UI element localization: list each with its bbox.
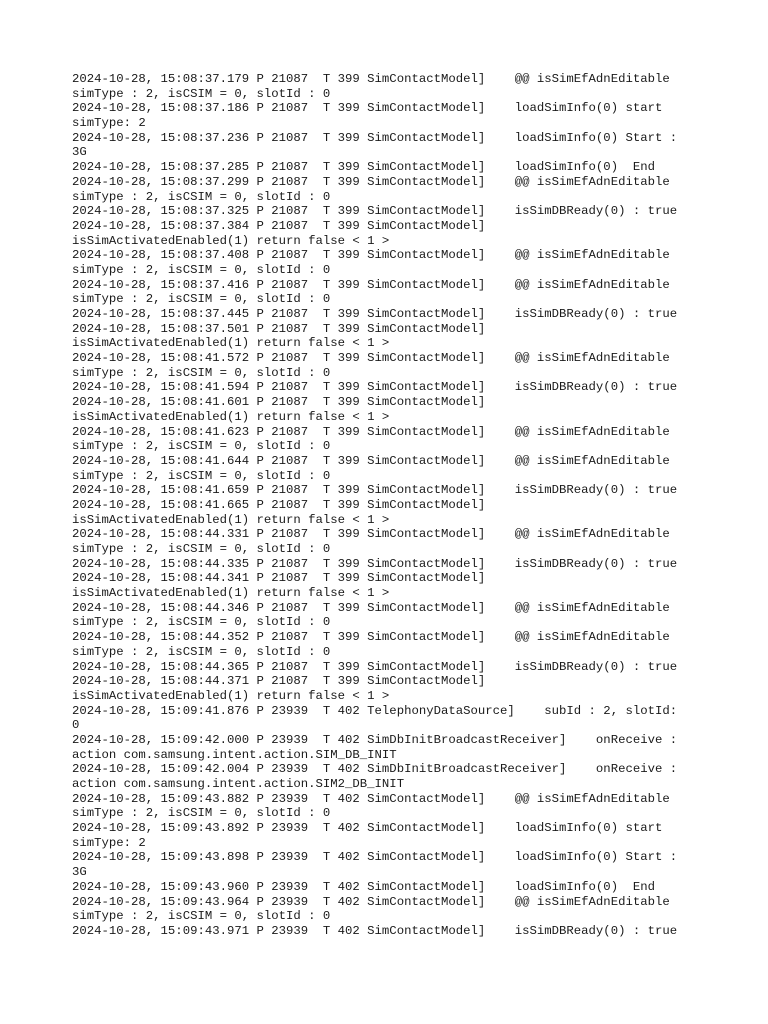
log-line: 2024-10-28, 15:08:37.179 P 21087 T 399 SimContactModel] @@ isSimEfAdnEditable	[72, 72, 670, 86]
log-line: 2024-10-28, 15:09:43.892 P 23939 T 402 SimContactModel] loadSimInfo(0) start	[72, 821, 663, 836]
log-line: 2024-10-28, 15:09:43.964 P 23939 T 402 SimContactModel] @@ isSimEfAdnEditable	[72, 894, 670, 909]
log-line: simType : 2, isCSIM = 0, slotId : 0	[72, 644, 331, 659]
log-line: 2024-10-28, 15:09:43.971 P 23939 T 402 SimContactModel] isSimDBReady(0) : true	[72, 923, 678, 938]
log-line: 2024-10-28, 15:08:37.408 P 21087 T 399 SimContactModel] @@ isSimEfAdnEditable	[72, 248, 670, 263]
log-line: 2024-10-28, 15:08:44.341 P 21087 T 399 SimContactModel]	[72, 571, 486, 586]
log-line: isSimActivatedEnabled(1) return false < 1 >	[72, 336, 390, 351]
log-line: 2024-10-28, 15:08:37.384 P 21087 T 399 SimContactModel]	[72, 218, 486, 233]
log-line: simType : 2, isCSIM = 0, slotId : 0	[72, 262, 331, 277]
log-line: simType : 2, isCSIM = 0, slotId : 0	[72, 292, 331, 307]
log-line: 2024-10-28, 15:08:44.331 P 21087 T 399 SimContactModel] @@ isSimEfAdnEditable	[72, 527, 670, 542]
log-line: 2024-10-28, 15:09:42.004 P 23939 T 402 SimDbInitBroadcastReceiver] onReceive :	[72, 762, 678, 777]
log-line: isSimActivatedEnabled(1) return false < 1 >	[72, 409, 390, 424]
log-line: 2024-10-28, 15:09:43.960 P 23939 T 402 SimContactModel] loadSimInfo(0) End	[72, 879, 655, 894]
log-line: 2024-10-28, 15:08:41.572 P 21087 T 399 SimContactModel] @@ isSimEfAdnEditable	[72, 351, 670, 366]
log-line: simType : 2, isCSIM = 0, slotId : 0	[72, 439, 331, 454]
log-line: 2024-10-28, 15:08:37.186 P 21087 T 399 SimContactModel] loadSimInfo(0) start	[72, 101, 663, 116]
log-line: action com.samsung.intent.action.SIM_DB_INIT	[72, 747, 397, 762]
log-line: 2024-10-28, 15:08:44.335 P 21087 T 399 SimContactModel] isSimDBReady(0) : true	[72, 556, 678, 571]
log-line: 2024-10-28, 15:08:41.665 P 21087 T 399 SimContactModel]	[72, 497, 486, 512]
log-line: simType : 2, isCSIM = 0, slotId : 0	[72, 909, 331, 924]
log-line: 2024-10-28, 15:08:41.601 P 21087 T 399 SimContactModel]	[72, 395, 486, 410]
log-line: 2024-10-28, 15:08:41.659 P 21087 T 399 SimContactModel] isSimDBReady(0) : true	[72, 483, 678, 498]
log-line: simType : 2, isCSIM = 0, slotId : 0	[72, 615, 331, 630]
log-line: 2024-10-28, 15:08:37.299 P 21087 T 399 SimContactModel] @@ isSimEfAdnEditable	[72, 174, 670, 189]
log-line: simType: 2	[72, 116, 146, 131]
log-line: 2024-10-28, 15:08:44.365 P 21087 T 399 SimContactModel] isSimDBReady(0) : true	[72, 659, 678, 674]
log-line: 2024-10-28, 15:09:41.876 P 23939 T 402 TelephonyDataSource] subId : 2, slotId:	[72, 703, 678, 718]
log-line: 2024-10-28, 15:09:42.000 P 23939 T 402 SimDbInitBroadcastReceiver] onReceive :	[72, 732, 678, 747]
log-line: 2024-10-28, 15:08:44.352 P 21087 T 399 SimContactModel] @@ isSimEfAdnEditable	[72, 630, 670, 645]
log-line: simType : 2, isCSIM = 0, slotId : 0	[72, 86, 331, 101]
log-line: 3G	[72, 145, 87, 160]
log-line: simType : 2, isCSIM = 0, slotId : 0	[72, 189, 331, 204]
log-text-block	[72, 72, 712, 939]
log-line: 2024-10-28, 15:08:41.644 P 21087 T 399 SimContactModel] @@ isSimEfAdnEditable	[72, 453, 670, 468]
log-line: 2024-10-28, 15:08:37.236 P 21087 T 399 SimContactModel] loadSimInfo(0) Start :	[72, 130, 678, 145]
log-line: 2024-10-28, 15:08:37.325 P 21087 T 399 SimContactModel] isSimDBReady(0) : true	[72, 204, 678, 219]
log-line: 3G	[72, 865, 87, 880]
log-line: 2024-10-28, 15:08:41.623 P 21087 T 399 SimContactModel] @@ isSimEfAdnEditable	[72, 424, 670, 439]
log-line: simType : 2, isCSIM = 0, slotId : 0	[72, 806, 331, 821]
log-line: 2024-10-28, 15:08:37.285 P 21087 T 399 SimContactModel] loadSimInfo(0) End	[72, 160, 655, 175]
log-line: simType: 2	[72, 835, 146, 850]
log-line: 0	[72, 718, 80, 733]
log-line: isSimActivatedEnabled(1) return false < 1 >	[72, 512, 390, 527]
log-line: simType : 2, isCSIM = 0, slotId : 0	[72, 542, 331, 556]
log-line: simType : 2, isCSIM = 0, slotId : 0	[72, 365, 331, 380]
log-line: 2024-10-28, 15:08:41.594 P 21087 T 399 SimContactModel] isSimDBReady(0) : true	[72, 380, 678, 395]
log-line: isSimActivatedEnabled(1) return false < 1 >	[72, 586, 390, 601]
log-line: 2024-10-28, 15:08:37.416 P 21087 T 399 SimContactModel] @@ isSimEfAdnEditable	[72, 277, 670, 292]
log-line: 2024-10-28, 15:09:43.898 P 23939 T 402 SimContactModel] loadSimInfo(0) Start :	[72, 850, 678, 865]
log-line: 2024-10-28, 15:09:43.882 P 23939 T 402 SimContactModel] @@ isSimEfAdnEditable	[72, 791, 670, 806]
log-line: 2024-10-28, 15:08:44.346 P 21087 T 399 SimContactModel] @@ isSimEfAdnEditable	[72, 600, 670, 615]
log-line: simType : 2, isCSIM = 0, slotId : 0	[72, 468, 331, 483]
log-line: 2024-10-28, 15:08:37.445 P 21087 T 399 SimContactModel] isSimDBReady(0) : true	[72, 307, 678, 321]
log-line: isSimActivatedEnabled(1) return false < 1 >	[72, 688, 390, 703]
log-line: action com.samsung.intent.action.SIM2_DB_INIT	[72, 777, 405, 791]
log-line: 2024-10-28, 15:08:37.501 P 21087 T 399 SimContactModel]	[72, 321, 486, 336]
log-line: isSimActivatedEnabled(1) return false < 1 >	[72, 233, 390, 248]
log-line: 2024-10-28, 15:08:44.371 P 21087 T 399 SimContactModel]	[72, 674, 486, 689]
